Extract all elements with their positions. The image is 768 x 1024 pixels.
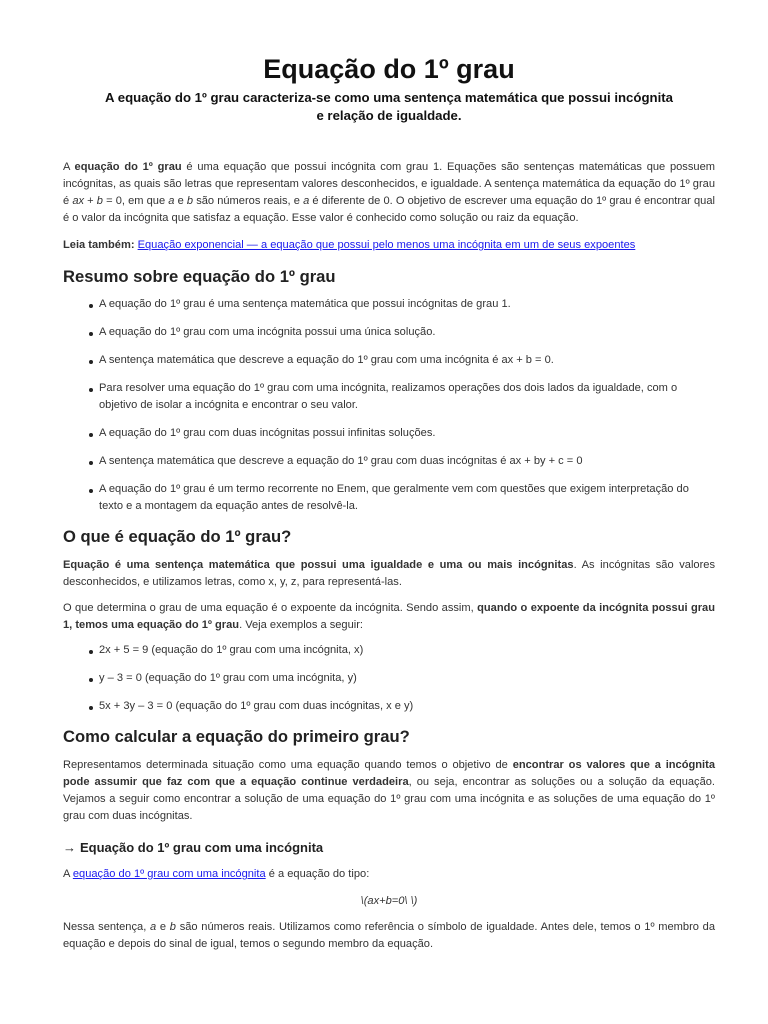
leia-tambem-label: Leia também:: [63, 239, 138, 251]
leia-tambem: [63, 237, 715, 254]
intro-paragraph: A equação do 1º grau é uma equação que possui incógnita com grau 1. Equações são sentenças matemáticas que possuem incógnitas, as quais são letras que representam valores desconhecidos, e igualdade. A sentença matemática da equação do 1º grau é ax + b = 0, em que a e b são números reais, e a é diferente de 0. O objetivo de escrever uma equação do 1º grau é encontrar qual é o valor da incógnita que satisfaz a equação. Esse valor é conhecido como solução ou raiz da equação.: [63, 161, 715, 224]
list-item: A sentença matemática que descreve a equação do 1º grau com uma incógnita é ax + b = 0.: [99, 352, 715, 369]
uma-incognita-paragraph: A equação do 1º grau com uma incógnita é a equação do tipo:: [63, 868, 370, 880]
list-item: y – 3 = 0 (equação do 1º grau com uma incógnita, y): [99, 670, 715, 687]
list-item: A equação do 1º grau é um termo recorrente no Enem, que geralmente vem com questões que exigem interpretação do texto e a montagem da equação antes de resolvê-la.: [99, 481, 715, 515]
equacao-uma-incognita-link[interactable]: equação do 1º grau com uma incógnita: [72, 868, 266, 880]
resumo-list: [63, 296, 715, 515]
formula: \(ax+b=0\ \): [360, 895, 418, 907]
page-title: Equação do 1º grau: [263, 54, 515, 84]
list-item: A sentença matemática que descreve a equação do 1º grau com duas incógnitas é ax + by + c = 0: [99, 453, 715, 470]
calcular-paragraph: Representamos determinada situação como uma equação quando temos o objetivo de encontrar os valores que a incógnita pode assumir que faz com que a equação continue verdadeira, ou seja, encontrar as soluções ou a solução da equação. Vejamos a seguir como encontrar a solução de uma equação do 1º grau com uma incógnita e as soluções de uma equação do 1º grau com duas incógnitas.: [63, 759, 716, 822]
list-item: 5x + 3y – 3 = 0 (equação do 1º grau com duas incógnitas, x e y): [99, 698, 715, 715]
examples-list: [63, 642, 715, 715]
oque-heading: O que é equação do 1º grau?: [63, 527, 292, 546]
list-item: A equação do 1º grau é uma sentença matemática que possui incógnitas de grau 1.: [99, 296, 715, 313]
list-item: 2x + 5 = 9 (equação do 1º grau com uma incógnita, x): [99, 642, 715, 659]
list-item: A equação do 1º grau com uma incógnita possui uma única solução.: [99, 324, 715, 341]
oque-paragraph-1: Equação é uma sentença matemática que possui uma igualdade e uma ou mais incógnitas. As incógnitas são valores desconhecidos, e utilizamos letras, como x, y, z, para representá-las.: [63, 559, 715, 588]
calcular-heading: Como calcular a equação do primeiro grau?: [63, 727, 410, 746]
uma-incognita-heading: → Equação do 1º grau com uma incógnita: [63, 840, 324, 855]
list-item: Para resolver uma equação do 1º grau com uma incógnita, realizamos operações dos dois lados da igualdade, com o objetivo de isolar a incógnita e encontrar o seu valor.: [99, 380, 715, 414]
resumo-heading: Resumo sobre equação do 1º grau: [63, 267, 336, 286]
page-subtitle: A equação do 1º grau caracteriza-se como uma sentença matemática que possui incógnita e relação de igualdade.: [105, 90, 673, 123]
equacao-exponencial-link[interactable]: Equação exponencial — a equação que possui pelo menos uma incógnita em um de seus expoentes: [137, 239, 636, 251]
list-item: A equação do 1º grau com duas incógnitas possui infinitas soluções.: [99, 425, 715, 442]
oque-paragraph-2: O que determina o grau de uma equação é o expoente da incógnita. Sendo assim, quando o expoente da incógnita possui grau 1, temos uma equação do 1º grau. Veja exemplos a seguir:: [63, 602, 715, 631]
arrow-right-icon: →: [63, 840, 76, 855]
nessa-sentenca-paragraph: Nessa sentença, a e b são números reais. Utilizamos como referência o símbolo de igualdade. Antes dele, temos o 1º membro da equação e depois do sinal de igual, temos o segundo membro da equação.: [63, 921, 715, 950]
